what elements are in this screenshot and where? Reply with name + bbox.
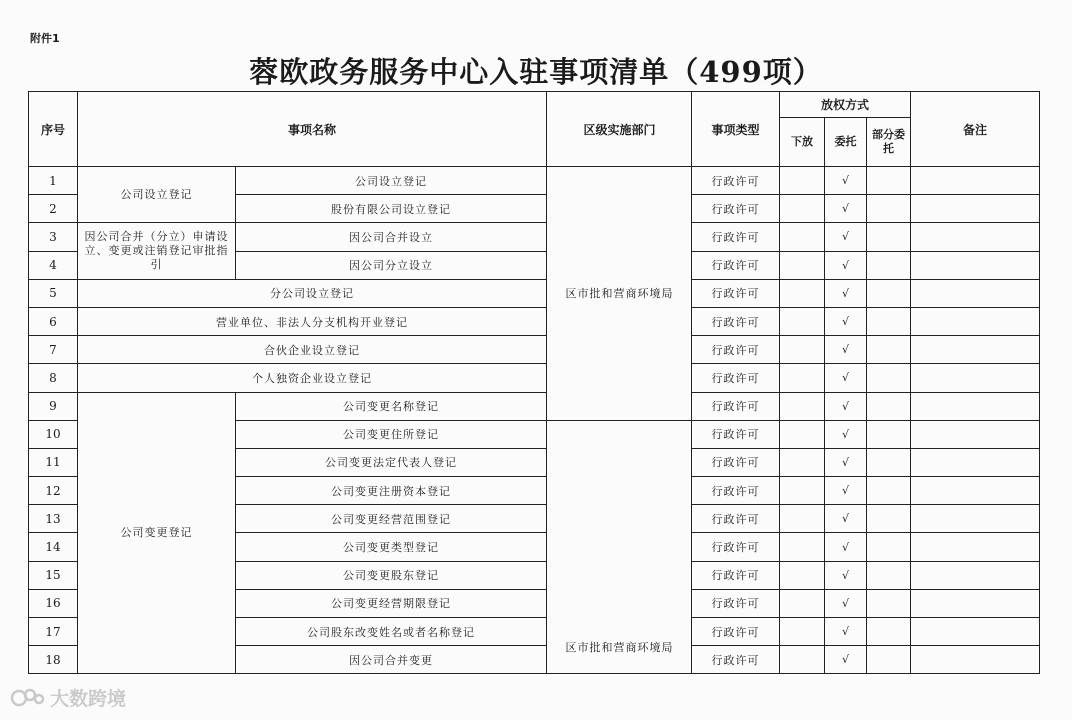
partial-entrust-cell	[867, 392, 911, 420]
partial-entrust-cell	[867, 251, 911, 279]
item-name: 公司设立登记	[236, 167, 547, 195]
remarks-cell	[911, 533, 1040, 561]
items-table	[28, 91, 693, 674]
item-name: 公司变更经营范围登记	[236, 505, 547, 533]
entrust-check: √	[825, 167, 867, 195]
item-type: 行政许可	[692, 364, 780, 392]
entrust-check: √	[825, 505, 867, 533]
row-number: 16	[29, 589, 78, 617]
row-number: 17	[29, 618, 78, 646]
delegate-down-cell	[780, 589, 825, 617]
item-type: 行政许可	[692, 279, 780, 307]
item-name: 公司变更类型登记	[236, 533, 547, 561]
remarks-cell	[911, 195, 1040, 223]
remarks-cell	[911, 307, 1040, 335]
item-type: 行政许可	[692, 223, 780, 251]
entrust-check: √	[825, 251, 867, 279]
item-name: 公司变更经营期限登记	[236, 589, 547, 617]
item-name: 合伙企业设立登记	[78, 336, 547, 364]
entrust-check: √	[825, 364, 867, 392]
remarks-cell	[911, 336, 1040, 364]
entrust-check: √	[825, 646, 867, 674]
delegate-down-cell	[780, 223, 825, 251]
item-name: 因公司合并变更	[236, 646, 547, 674]
item-name: 个人独资企业设立登记	[78, 364, 547, 392]
item-type: 行政许可	[692, 392, 780, 420]
entrust-check: √	[825, 477, 867, 505]
partial-entrust-cell	[867, 420, 911, 448]
remarks-cell	[911, 420, 1040, 448]
entrust-check: √	[825, 618, 867, 646]
item-type: 行政许可	[692, 533, 780, 561]
delegation-row	[692, 589, 1040, 617]
table-row	[29, 167, 693, 195]
delegate-down-cell	[780, 336, 825, 364]
remarks-cell	[911, 618, 1040, 646]
item-name: 因公司合并设立	[236, 223, 547, 251]
delegate-down-cell	[780, 618, 825, 646]
item-name: 公司变更名称登记	[236, 392, 547, 420]
entrust-check: √	[825, 533, 867, 561]
department-block-1: 区市批和营商环境局	[547, 167, 693, 421]
row-number: 14	[29, 533, 78, 561]
remarks-cell	[911, 589, 1040, 617]
remarks-cell	[911, 392, 1040, 420]
item-type: 行政许可	[692, 618, 780, 646]
row-number: 15	[29, 561, 78, 589]
item-type: 行政许可	[692, 336, 780, 364]
delegate-down-cell	[780, 307, 825, 335]
partial-entrust-cell	[867, 477, 911, 505]
delegation-row	[692, 646, 1040, 674]
remarks-cell	[911, 279, 1040, 307]
delegation-row	[692, 477, 1040, 505]
entrust-check: √	[825, 448, 867, 476]
row-number: 7	[29, 336, 78, 364]
remarks-cell	[911, 251, 1040, 279]
row-number: 9	[29, 392, 78, 420]
delegate-down-cell	[780, 195, 825, 223]
entrust-check: √	[825, 336, 867, 364]
partial-entrust-cell	[867, 307, 911, 335]
entrust-check: √	[825, 195, 867, 223]
partial-entrust-cell	[867, 336, 911, 364]
delegation-row	[692, 223, 1040, 251]
partial-entrust-cell	[867, 364, 911, 392]
delegation-row	[692, 448, 1040, 476]
watermark	[10, 684, 126, 711]
delegation-row	[692, 279, 1040, 307]
delegate-down-cell	[780, 505, 825, 533]
delegation-row	[692, 420, 1040, 448]
delegate-down-cell	[780, 477, 825, 505]
partial-entrust-cell	[867, 167, 911, 195]
header-remarks: 备注	[911, 92, 1040, 167]
item-type: 行政许可	[692, 251, 780, 279]
partial-entrust-cell	[867, 448, 911, 476]
watermark-text: 大数跨境	[50, 688, 127, 710]
header-delegation: 放权方式	[780, 92, 911, 118]
row-number: 2	[29, 195, 78, 223]
item-type: 行政许可	[692, 195, 780, 223]
delegate-down-cell	[780, 420, 825, 448]
item-type: 行政许可	[692, 307, 780, 335]
row-number: 12	[29, 477, 78, 505]
delegate-down-cell	[780, 392, 825, 420]
header-delegate-down: 下放	[780, 118, 825, 167]
item-type: 行政许可	[692, 505, 780, 533]
group-merger-split: 因公司合并（分立）申请设立、变更或注销登记审批指引	[78, 223, 236, 279]
item-type: 行政许可	[692, 167, 780, 195]
partial-entrust-cell	[867, 589, 911, 617]
partial-entrust-cell	[867, 279, 911, 307]
item-name: 公司变更股东登记	[236, 561, 547, 589]
header-partial-entrust: 部分委托	[867, 118, 911, 167]
row-number: 8	[29, 364, 78, 392]
partial-entrust-cell	[867, 561, 911, 589]
row-number: 6	[29, 307, 78, 335]
delegate-down-cell	[780, 533, 825, 561]
item-name: 公司变更注册资本登记	[236, 477, 547, 505]
attachment-label: 附件1	[30, 32, 60, 45]
delegate-down-cell	[780, 167, 825, 195]
row-number: 3	[29, 223, 78, 251]
remarks-cell	[911, 448, 1040, 476]
entrust-check: √	[825, 392, 867, 420]
partial-entrust-cell	[867, 223, 911, 251]
row-number: 13	[29, 505, 78, 533]
document-title: 蓉欧政务服务中心入驻事项清单（499项）	[249, 55, 823, 89]
row-number: 10	[29, 420, 78, 448]
delegate-down-cell	[780, 364, 825, 392]
remarks-cell	[911, 364, 1040, 392]
remarks-cell	[911, 646, 1040, 674]
delegate-down-cell	[780, 448, 825, 476]
item-type: 行政许可	[692, 589, 780, 617]
entrust-check: √	[825, 279, 867, 307]
item-type: 行政许可	[692, 420, 780, 448]
header-department: 区级实施部门	[547, 92, 693, 167]
watermark-logo-icon	[10, 686, 46, 710]
row-number: 4	[29, 251, 78, 279]
entrust-check: √	[825, 589, 867, 617]
delegation-row	[692, 505, 1040, 533]
item-type: 行政许可	[692, 561, 780, 589]
department-block-2: 区市批和营商环境局	[547, 420, 693, 674]
row-number: 5	[29, 279, 78, 307]
remarks-cell	[911, 167, 1040, 195]
header-seq: 序号	[29, 92, 78, 167]
entrust-check: √	[825, 223, 867, 251]
delegation-row	[692, 364, 1040, 392]
group-company-setup: 公司设立登记	[78, 167, 236, 223]
delegation-row	[692, 195, 1040, 223]
item-name: 因公司分立设立	[236, 251, 547, 279]
delegate-down-cell	[780, 251, 825, 279]
partial-entrust-cell	[867, 618, 911, 646]
delegation-row	[692, 618, 1040, 646]
item-name: 股份有限公司设立登记	[236, 195, 547, 223]
partial-entrust-cell	[867, 505, 911, 533]
entrust-check: √	[825, 420, 867, 448]
remarks-cell	[911, 223, 1040, 251]
item-type: 行政许可	[692, 646, 780, 674]
remarks-cell	[911, 561, 1040, 589]
item-name: 分公司设立登记	[78, 279, 547, 307]
delegation-table	[691, 91, 1040, 674]
row-number: 1	[29, 167, 78, 195]
group-company-change: 公司变更登记	[78, 392, 236, 674]
delegation-row	[692, 392, 1040, 420]
entrust-check: √	[825, 561, 867, 589]
delegate-down-cell	[780, 279, 825, 307]
partial-entrust-cell	[867, 533, 911, 561]
item-name: 公司变更住所登记	[236, 420, 547, 448]
remarks-cell	[911, 477, 1040, 505]
item-type: 行政许可	[692, 448, 780, 476]
partial-entrust-cell	[867, 195, 911, 223]
header-item-type: 事项类型	[692, 92, 780, 167]
delegation-row	[692, 336, 1040, 364]
remarks-cell	[911, 505, 1040, 533]
delegation-row	[692, 533, 1040, 561]
item-name: 公司变更法定代表人登记	[236, 448, 547, 476]
delegation-row	[692, 167, 1040, 195]
item-type: 行政许可	[692, 477, 780, 505]
header-entrust: 委托	[825, 118, 867, 167]
row-number: 18	[29, 646, 78, 674]
delegate-down-cell	[780, 561, 825, 589]
delegation-row	[692, 307, 1040, 335]
delegation-row	[692, 561, 1040, 589]
item-name: 营业单位、非法人分支机构开业登记	[78, 307, 547, 335]
entrust-check: √	[825, 307, 867, 335]
partial-entrust-cell	[867, 646, 911, 674]
item-name: 公司股东改变姓名或者名称登记	[236, 618, 547, 646]
row-number: 11	[29, 448, 78, 476]
header-item-name: 事项名称	[78, 92, 547, 167]
delegate-down-cell	[780, 646, 825, 674]
delegation-row	[692, 251, 1040, 279]
